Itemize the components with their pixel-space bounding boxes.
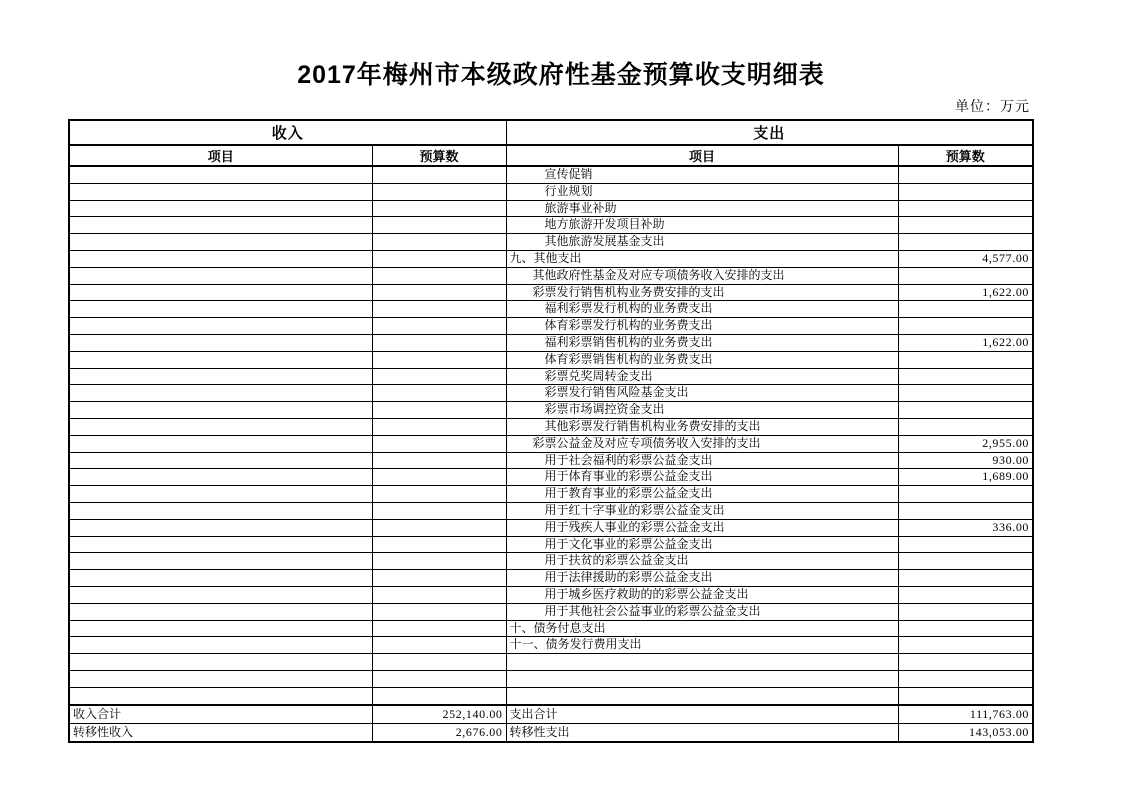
income-item-cell	[69, 536, 372, 553]
income-value-cell	[372, 183, 506, 200]
expense-value-cell	[898, 166, 1033, 183]
expense-item-cell: 支出合计	[506, 705, 898, 724]
table-row	[69, 553, 1033, 570]
expense-value-cell	[898, 502, 1033, 519]
expense-value-cell: 143,053.00	[898, 723, 1033, 742]
expense-item-cell: 体育彩票销售机构的业务费支出	[506, 351, 898, 368]
income-value-cell	[372, 502, 506, 519]
income-item-cell	[69, 452, 372, 469]
income-value-cell	[372, 166, 506, 183]
income-value-cell	[372, 486, 506, 503]
income-value-cell	[372, 586, 506, 603]
table-body	[69, 166, 1033, 705]
income-value-cell: 2,676.00	[372, 723, 506, 742]
income-item-cell	[69, 418, 372, 435]
expense-item-cell: 用于教育事业的彩票公益金支出	[506, 486, 898, 503]
expense-value-cell	[898, 200, 1033, 217]
expense-value-cell	[898, 586, 1033, 603]
income-item-cell	[69, 570, 372, 587]
table-row	[69, 385, 1033, 402]
table-row	[69, 402, 1033, 419]
table-row	[69, 654, 1033, 671]
income-value-cell	[372, 250, 506, 267]
income-item-cell	[69, 687, 372, 704]
income-item-cell	[69, 250, 372, 267]
expense-item-cell: 用于扶贫的彩票公益金支出	[506, 553, 898, 570]
income-item-cell	[69, 183, 372, 200]
income-item-cell	[69, 284, 372, 301]
expense-section-header: 支出	[506, 120, 1033, 145]
income-value-cell	[372, 654, 506, 671]
expense-item-cell: 彩票发行销售机构业务费安排的支出	[506, 284, 898, 301]
expense-value-cell	[898, 385, 1033, 402]
expense-value-cell	[898, 267, 1033, 284]
income-item-cell: 转移性收入	[69, 723, 372, 742]
income-value-cell	[372, 519, 506, 536]
income-value-cell	[372, 418, 506, 435]
income-value-cell	[372, 570, 506, 587]
expense-item-cell: 转移性支出	[506, 723, 898, 742]
income-value-cell	[372, 452, 506, 469]
expense-item-cell: 用于体育事业的彩票公益金支出	[506, 469, 898, 486]
table-row	[69, 519, 1033, 536]
income-value-cell	[372, 200, 506, 217]
table-row	[69, 452, 1033, 469]
income-item-cell	[69, 620, 372, 637]
income-value-cell	[372, 637, 506, 654]
budget-table	[68, 119, 1034, 743]
income-value-cell	[372, 284, 506, 301]
income-item-column-header: 项目	[69, 145, 372, 166]
income-value-cell	[372, 670, 506, 687]
expense-value-cell	[898, 318, 1033, 335]
expense-item-cell: 十一、债务发行费用支出	[506, 637, 898, 654]
income-value-cell	[372, 217, 506, 234]
expense-item-cell: 九、其他支出	[506, 250, 898, 267]
income-value-cell	[372, 385, 506, 402]
income-value-cell	[372, 687, 506, 704]
income-item-cell	[69, 603, 372, 620]
income-value-cell	[372, 318, 506, 335]
income-item-cell	[69, 368, 372, 385]
expense-item-cell: 用于社会福利的彩票公益金支出	[506, 452, 898, 469]
expense-item-cell: 用于文化事业的彩票公益金支出	[506, 536, 898, 553]
table-row	[69, 351, 1033, 368]
income-item-cell	[69, 267, 372, 284]
table-row	[69, 620, 1033, 637]
income-value-cell	[372, 334, 506, 351]
expense-item-cell	[506, 654, 898, 671]
income-item-cell	[69, 486, 372, 503]
expense-value-cell	[898, 536, 1033, 553]
expense-item-cell: 用于城乡医疗救助的的彩票公益金支出	[506, 586, 898, 603]
table-row	[69, 368, 1033, 385]
expense-value-cell	[898, 620, 1033, 637]
income-item-cell	[69, 318, 372, 335]
table-row	[69, 217, 1033, 234]
expense-item-cell: 用于红十字事业的彩票公益金支出	[506, 502, 898, 519]
expense-value-cell	[898, 654, 1033, 671]
income-item-cell	[69, 654, 372, 671]
expense-item-cell: 宣传促销	[506, 166, 898, 183]
table-row	[69, 570, 1033, 587]
table-row	[69, 183, 1033, 200]
expense-item-cell: 用于其他社会公益事业的彩票公益金支出	[506, 603, 898, 620]
expense-value-cell	[898, 570, 1033, 587]
income-item-cell	[69, 586, 372, 603]
expense-budget-column-header: 预算数	[898, 145, 1033, 166]
table-row	[69, 723, 1033, 742]
income-item-cell	[69, 469, 372, 486]
expense-item-cell: 其他旅游发展基金支出	[506, 234, 898, 251]
income-item-cell	[69, 200, 372, 217]
expense-item-cell: 体育彩票发行机构的业务费支出	[506, 318, 898, 335]
income-value-cell	[372, 469, 506, 486]
expense-item-cell: 十、债务付息支出	[506, 620, 898, 637]
expense-value-cell	[898, 402, 1033, 419]
table-row	[69, 687, 1033, 704]
expense-value-cell: 1,622.00	[898, 334, 1033, 351]
table-row	[69, 418, 1033, 435]
income-budget-column-header: 预算数	[372, 145, 506, 166]
expense-value-cell	[898, 183, 1033, 200]
table-row	[69, 705, 1033, 724]
unit-label: 单位：万元	[955, 100, 1030, 115]
expense-item-cell: 其他政府性基金及对应专项债务收入安排的支出	[506, 267, 898, 284]
income-value-cell	[372, 368, 506, 385]
income-item-cell	[69, 553, 372, 570]
income-item-cell	[69, 670, 372, 687]
table-row	[69, 469, 1033, 486]
expense-value-cell	[898, 637, 1033, 654]
income-item-cell	[69, 166, 372, 183]
table-row	[69, 234, 1033, 251]
table-row	[69, 536, 1033, 553]
income-item-cell	[69, 402, 372, 419]
income-value-cell: 252,140.00	[372, 705, 506, 724]
table-row	[69, 334, 1033, 351]
expense-value-cell	[898, 368, 1033, 385]
table-row	[69, 301, 1033, 318]
income-value-cell	[372, 267, 506, 284]
expense-value-cell	[898, 670, 1033, 687]
expense-value-cell: 336.00	[898, 519, 1033, 536]
expense-item-cell: 行业规划	[506, 183, 898, 200]
table-row	[69, 200, 1033, 217]
income-value-cell	[372, 603, 506, 620]
table-row	[69, 603, 1033, 620]
income-item-cell: 收入合计	[69, 705, 372, 724]
table-row	[69, 670, 1033, 687]
table-row	[69, 318, 1033, 335]
expense-value-cell	[898, 418, 1033, 435]
expense-value-cell	[898, 553, 1033, 570]
expense-value-cell	[898, 234, 1033, 251]
expense-value-cell	[898, 351, 1033, 368]
table-row	[69, 637, 1033, 654]
expense-item-cell: 地方旅游开发项目补助	[506, 217, 898, 234]
income-item-cell	[69, 637, 372, 654]
section-header-row	[69, 120, 1033, 145]
expense-item-column-header: 项目	[506, 145, 898, 166]
income-item-cell	[69, 234, 372, 251]
income-item-cell	[69, 334, 372, 351]
expense-item-cell: 福利彩票销售机构的业务费支出	[506, 334, 898, 351]
expense-value-cell	[898, 687, 1033, 704]
expense-item-cell: 其他彩票发行销售机构业务费安排的支出	[506, 418, 898, 435]
page-title: 2017年梅州市本级政府性基金预算收支明细表	[297, 61, 825, 89]
table-row	[69, 502, 1033, 519]
table-row	[69, 284, 1033, 301]
expense-value-cell	[898, 217, 1033, 234]
table-row	[69, 586, 1033, 603]
income-value-cell	[372, 553, 506, 570]
expense-item-cell: 福利彩票发行机构的业务费支出	[506, 301, 898, 318]
income-item-cell	[69, 351, 372, 368]
expense-value-cell: 4,577.00	[898, 250, 1033, 267]
expense-value-cell: 930.00	[898, 452, 1033, 469]
column-header-row	[69, 145, 1033, 166]
income-value-cell	[372, 402, 506, 419]
income-item-cell	[69, 301, 372, 318]
expense-item-cell: 彩票市场调控资金支出	[506, 402, 898, 419]
expense-item-cell: 旅游事业补助	[506, 200, 898, 217]
expense-value-cell	[898, 486, 1033, 503]
income-value-cell	[372, 435, 506, 452]
income-value-cell	[372, 351, 506, 368]
expense-item-cell: 彩票发行销售风险基金支出	[506, 385, 898, 402]
expense-item-cell: 彩票公益金及对应专项债务收入安排的支出	[506, 435, 898, 452]
table-row	[69, 435, 1033, 452]
expense-item-cell: 彩票兑奖周转金支出	[506, 368, 898, 385]
table-totals	[69, 705, 1033, 742]
expense-value-cell: 1,622.00	[898, 284, 1033, 301]
table-row	[69, 486, 1033, 503]
income-value-cell	[372, 234, 506, 251]
expense-value-cell: 111,763.00	[898, 705, 1033, 724]
expense-item-cell: 用于残疾人事业的彩票公益金支出	[506, 519, 898, 536]
income-item-cell	[69, 519, 372, 536]
expense-item-cell	[506, 687, 898, 704]
expense-value-cell	[898, 603, 1033, 620]
income-value-cell	[372, 536, 506, 553]
expense-item-cell: 用于法律援助的彩票公益金支出	[506, 570, 898, 587]
expense-value-cell	[898, 301, 1033, 318]
income-item-cell	[69, 217, 372, 234]
income-item-cell	[69, 385, 372, 402]
income-item-cell	[69, 435, 372, 452]
income-value-cell	[372, 301, 506, 318]
table-row	[69, 250, 1033, 267]
expense-value-cell: 1,689.00	[898, 469, 1033, 486]
table-row	[69, 166, 1033, 183]
expense-item-cell	[506, 670, 898, 687]
income-value-cell	[372, 620, 506, 637]
table-row	[69, 267, 1033, 284]
expense-value-cell: 2,955.00	[898, 435, 1033, 452]
income-item-cell	[69, 502, 372, 519]
income-section-header: 收入	[69, 120, 506, 145]
